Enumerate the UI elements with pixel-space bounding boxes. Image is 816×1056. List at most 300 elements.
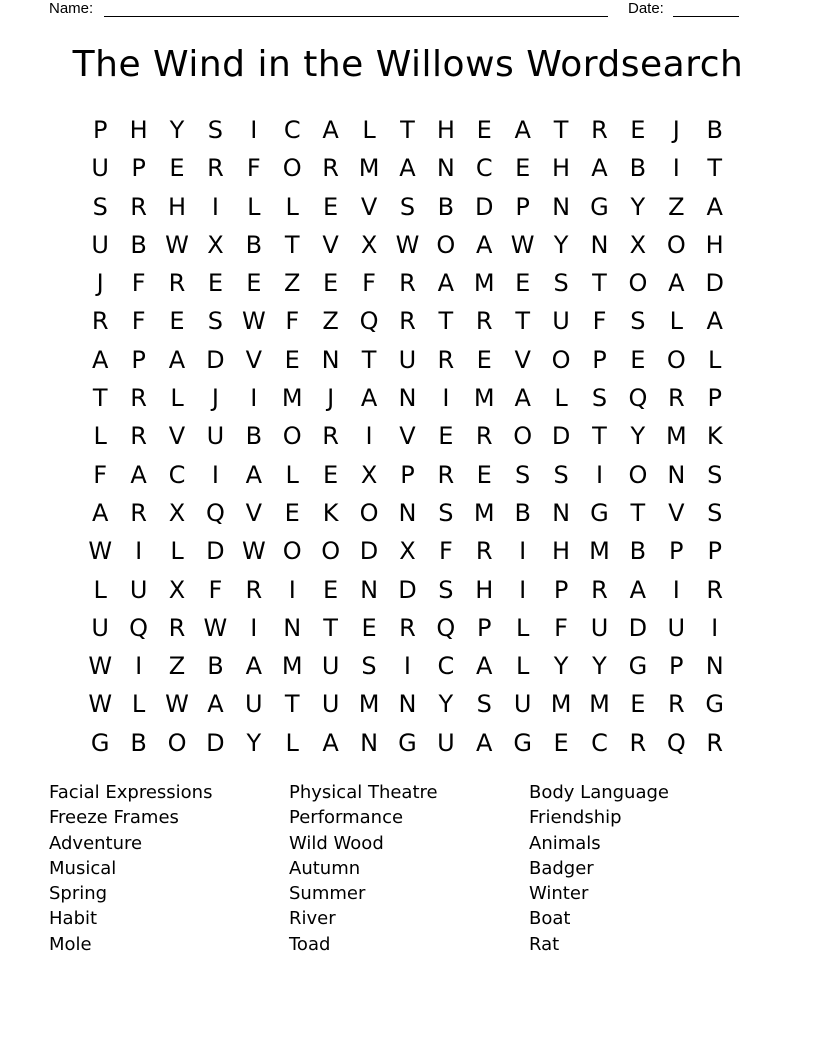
grid-letter: I [442, 384, 450, 413]
grid-letter: J [672, 116, 680, 144]
grid-letter: R [322, 154, 339, 183]
grid-row [81, 685, 734, 723]
grid-row [81, 302, 734, 340]
grid-letter: E [323, 192, 339, 221]
grid-letter: P [131, 154, 146, 183]
grid-letter: A [476, 728, 493, 757]
grid-letter: Z [168, 652, 186, 681]
grid-letter: M [281, 652, 303, 681]
grid-letter: F [285, 307, 300, 336]
grid-letter: U [206, 422, 225, 451]
grid-letter: U [398, 345, 417, 374]
grid-letter: A [245, 460, 263, 489]
grid-letter: O [167, 728, 187, 757]
grid-letter: E [476, 460, 492, 489]
grid-letter: O [321, 537, 341, 566]
word-list-item: Autumn [289, 857, 361, 879]
grid-letter: A [706, 307, 723, 336]
grid-letter: S [630, 307, 646, 336]
grid-letter: M [281, 384, 303, 413]
grid-letter: A [322, 116, 339, 144]
grid-letter: N [360, 575, 379, 604]
grid-letter: S [553, 460, 569, 489]
grid-row [81, 724, 734, 762]
grid-letter: Q [436, 613, 456, 642]
grid-letter: G [90, 728, 110, 757]
grid-letter: N [552, 192, 571, 221]
grid-row [81, 226, 734, 264]
grid-letter: Y [246, 728, 262, 757]
grid-row [81, 149, 734, 187]
grid-letter: N [398, 384, 417, 413]
grid-letter: R [130, 422, 147, 451]
grid-letter: A [514, 384, 531, 413]
grid-letter: E [207, 269, 223, 298]
grid-letter: S [707, 460, 723, 489]
grid-letter: X [168, 575, 186, 604]
grid-letter: M [358, 690, 380, 719]
grid-letter: P [131, 345, 146, 374]
grid-row [81, 571, 734, 609]
grid-letter: V [168, 422, 186, 451]
grid-letter: S [476, 690, 492, 719]
grid-letter: O [282, 537, 302, 566]
grid-letter: T [323, 613, 338, 642]
grid-letter: B [514, 498, 531, 527]
grid-letter: I [250, 613, 258, 642]
grid-letter: L [93, 422, 107, 451]
grid-letter: L [515, 652, 530, 681]
grid-letter: G [628, 652, 648, 681]
grid-letter: R [168, 613, 186, 642]
grid-letter: E [169, 154, 185, 183]
page-title: The Wind in the Willows Wordsearch [72, 44, 744, 85]
grid-letter: Z [322, 307, 339, 336]
grid-letter: I [672, 154, 680, 183]
grid-letter: F [246, 154, 261, 183]
grid-letter: D [628, 613, 648, 642]
grid-letter: S [438, 575, 454, 604]
grid-letter: I [250, 384, 258, 413]
grid-letter: D [551, 422, 571, 451]
grid-letter: L [515, 613, 530, 642]
grid-letter: E [553, 728, 569, 757]
grid-letter: B [245, 422, 263, 451]
date-label: Date: [628, 0, 664, 17]
word-list-item: Badger [529, 857, 594, 879]
grid-letter: Y [438, 690, 454, 719]
grid-letter: L [285, 460, 299, 489]
word-list-item: Musical [49, 857, 117, 879]
grid-letter: B [629, 154, 647, 183]
grid-letter: E [515, 154, 531, 183]
grid-letter: L [285, 192, 299, 221]
grid-letter: L [708, 345, 722, 374]
grid-letter: B [207, 652, 224, 681]
word-list-item: Habit [49, 908, 98, 930]
grid-letter: F [554, 613, 568, 642]
grid-letter: R [706, 728, 724, 757]
grid-letter: I [595, 460, 604, 489]
grid-letter: M [665, 422, 687, 451]
grid-letter: U [552, 307, 570, 336]
grid-letter: M [358, 154, 380, 183]
grid-letter: L [362, 116, 376, 144]
grid-letter: P [477, 613, 492, 642]
grid-letter: T [592, 422, 607, 451]
grid-letter: B [130, 728, 147, 757]
grid-letter: E [630, 345, 646, 374]
grid-letter: N [667, 460, 686, 489]
grid-letter: C [475, 154, 493, 183]
grid-letter: S [399, 192, 416, 221]
grid-letter: Y [553, 230, 569, 259]
grid-letter: G [513, 728, 532, 757]
grid-letter: B [706, 116, 723, 144]
word-list-item: Physical Theatre [289, 782, 438, 803]
grid-letter: S [438, 498, 454, 527]
word-list-item: Performance [289, 807, 404, 829]
grid-letter: U [590, 613, 609, 642]
grid-letter: N [283, 613, 302, 642]
grid-letter: U [321, 652, 340, 681]
grid-letter: F [131, 269, 146, 298]
word-list-item: Animals [529, 832, 601, 854]
grid-letter: W [88, 690, 113, 719]
grid-letter: W [241, 307, 266, 336]
grid-letter: L [247, 192, 261, 221]
grid-letter: U [91, 154, 109, 183]
grid-letter: H [705, 230, 724, 259]
grid-letter: V [399, 422, 416, 451]
word-list-item: Spring [49, 883, 108, 905]
grid-row [81, 417, 734, 455]
grid-letter: U [91, 230, 109, 259]
grid-letter: X [360, 230, 378, 259]
grid-row [81, 494, 734, 532]
grid-letter: E [515, 269, 531, 298]
word-list-item: Summer [289, 883, 366, 905]
grid-letter: N [360, 728, 379, 757]
grid-letter: M [550, 690, 572, 719]
word-list-item: Boat [529, 908, 571, 930]
grid-letter: R [437, 460, 455, 489]
grid-letter: I [672, 575, 680, 604]
grid-letter: I [519, 575, 527, 604]
grid-letter: E [438, 422, 454, 451]
grid-letter: M [473, 498, 495, 527]
grid-letter: R [591, 575, 608, 604]
grid-letter: L [554, 384, 568, 413]
grid-letter: Q [359, 307, 379, 336]
grid-letter: N [590, 230, 609, 259]
grid-letter: I [211, 460, 219, 489]
grid-letter: N [398, 498, 417, 527]
grid-letter: T [515, 307, 530, 336]
word-list-item: Winter [529, 883, 589, 905]
grid-letter: I [250, 116, 258, 144]
grid-letter: Y [592, 652, 607, 681]
grid-letter: E [246, 269, 262, 298]
grid-letter: Q [666, 728, 686, 757]
grid-letter: U [667, 613, 686, 642]
grid-letter: A [437, 269, 455, 298]
grid-letter: E [323, 460, 339, 489]
grid-letter: S [591, 384, 608, 413]
grid-letter: R [130, 192, 147, 221]
grid-letter: R [475, 307, 493, 336]
grid-letter: V [668, 498, 685, 527]
grid-letter: T [361, 345, 377, 374]
grid-letter: K [322, 498, 339, 527]
word-list-item: Adventure [49, 832, 143, 854]
grid-letter: F [592, 307, 607, 336]
grid-letter: E [476, 345, 492, 374]
grid-letter: H [436, 116, 455, 144]
grid-letter: T [553, 116, 569, 144]
grid-letter: X [168, 498, 186, 527]
word-list-item: Wild Wood [289, 832, 384, 854]
grid-letter: E [169, 307, 185, 336]
grid-letter: O [666, 230, 686, 259]
grid-letter: E [361, 613, 377, 642]
letter-grid [81, 111, 734, 762]
grid-letter: Y [630, 192, 646, 221]
grid-letter: Y [169, 116, 185, 144]
grid-letter: W [88, 652, 113, 681]
grid-letter: S [707, 498, 723, 527]
grid-letter: R [91, 307, 109, 336]
grid-letter: A [245, 652, 263, 681]
grid-letter: P [707, 537, 722, 566]
grid-letter: A [668, 269, 685, 298]
grid-letter: I [288, 575, 296, 604]
grid-letter: C [591, 728, 608, 757]
grid-letter: A [322, 728, 339, 757]
grid-letter: U [91, 613, 109, 642]
grid-letter: M [473, 269, 495, 298]
grid-letter: X [399, 537, 416, 566]
grid-letter: R [475, 422, 493, 451]
grid-row [81, 379, 734, 417]
grid-letter: S [515, 460, 531, 489]
grid-letter: R [667, 384, 685, 413]
grid-letter: W [241, 537, 266, 566]
grid-letter: P [400, 460, 415, 489]
grid-letter: U [437, 728, 455, 757]
grid-letter: E [284, 345, 300, 374]
grid-letter: L [93, 575, 107, 604]
grid-letter: A [360, 384, 378, 413]
grid-letter: J [211, 384, 219, 413]
word-list-item: Freeze Frames [49, 807, 179, 829]
grid-letter: R [207, 154, 224, 183]
word-list-item: Body Language [529, 782, 669, 803]
grid-letter: A [514, 116, 531, 144]
grid-letter: G [398, 728, 417, 757]
grid-letter: M [473, 384, 495, 413]
grid-letter: H [129, 116, 148, 144]
grid-letter: J [327, 384, 335, 413]
grid-letter: R [130, 498, 147, 527]
grid-letter: E [630, 116, 646, 144]
grid-letter: A [629, 575, 647, 604]
grid-letter: D [206, 345, 225, 374]
grid-letter: T [284, 690, 300, 719]
grid-letter: O [436, 230, 456, 259]
grid-letter: T [707, 154, 723, 183]
grid-letter: P [707, 384, 722, 413]
grid-letter: T [92, 384, 108, 413]
name-label: Name: [49, 0, 94, 17]
grid-letter: Z [284, 269, 301, 298]
grid-letter: P [592, 345, 607, 374]
grid-letter: T [438, 307, 454, 336]
grid-letter: P [92, 116, 108, 144]
grid-letter: N [436, 154, 455, 183]
grid-letter: Q [205, 498, 225, 527]
grid-letter: T [592, 269, 607, 298]
grid-letter: D [475, 192, 494, 221]
word-list-column-1 [49, 780, 212, 957]
grid-letter: O [359, 498, 379, 527]
grid-letter: A [476, 652, 493, 681]
grid-letter: W [165, 690, 189, 719]
grid-letter: G [590, 192, 609, 221]
word-list-item: Toad [289, 933, 331, 955]
word-list-item: River [289, 908, 336, 930]
grid-letter: I [403, 652, 411, 681]
grid-letter: R [591, 116, 608, 144]
grid-letter: P [515, 192, 530, 221]
grid-letter: H [552, 537, 571, 566]
grid-letter: S [92, 192, 108, 221]
grid-letter: U [321, 690, 340, 719]
grid-letter: R [399, 269, 416, 298]
grid-letter: V [514, 345, 531, 374]
grid-letter: N [552, 498, 571, 527]
grid-letter: P [669, 537, 684, 566]
grid-letter: X [360, 460, 378, 489]
grid-letter: D [359, 537, 379, 566]
grid-letter: B [629, 537, 647, 566]
grid-letter: E [323, 575, 339, 604]
grid-letter: C [283, 116, 301, 144]
grid-letter: V [245, 498, 263, 527]
grid-letter: E [323, 269, 339, 298]
grid-letter: I [365, 422, 373, 451]
grid-letter: M [589, 690, 610, 719]
grid-letter: I [519, 537, 527, 566]
grid-letter: D [206, 728, 225, 757]
grid-letter: L [170, 537, 184, 566]
grid-letter: O [628, 460, 648, 489]
grid-row [81, 264, 734, 302]
grid-letter: Q [129, 613, 149, 642]
grid-letter: T [630, 498, 646, 527]
grid-letter: T [400, 116, 415, 144]
grid-letter: X [629, 230, 647, 259]
date-blank-line [673, 16, 739, 17]
grid-letter: R [245, 575, 263, 604]
grid-letter: Z [668, 192, 685, 221]
grid-letter: A [399, 154, 416, 183]
grid-letter: E [476, 116, 492, 144]
grid-letter: S [207, 307, 224, 336]
word-list-column-3 [529, 780, 669, 957]
grid-letter: W [88, 537, 113, 566]
grid-letter: E [630, 690, 646, 719]
grid-letter: D [206, 537, 225, 566]
grid-letter: U [245, 690, 263, 719]
grid-row [81, 609, 734, 647]
grid-row [81, 111, 734, 149]
word-list-item: Facial Expressions [49, 782, 213, 803]
grid-letter: W [395, 230, 420, 259]
grid-letter: L [285, 728, 299, 757]
grid-letter: S [207, 116, 224, 144]
grid-letter: R [399, 307, 416, 336]
grid-row [81, 647, 734, 685]
grid-letter: O [282, 422, 302, 451]
grid-letter: V [360, 192, 378, 221]
grid-letter: A [168, 345, 186, 374]
grid-letter: A [476, 230, 493, 259]
grid-letter: R [437, 345, 455, 374]
grid-letter: A [207, 690, 224, 719]
grid-letter: O [551, 345, 571, 374]
word-list-item: Mole [49, 933, 92, 955]
grid-letter: W [203, 613, 228, 642]
grid-letter: R [322, 422, 339, 451]
grid-letter: C [437, 652, 455, 681]
grid-letter: M [589, 537, 610, 566]
grid-letter: B [245, 230, 263, 259]
grid-letter: F [438, 537, 453, 566]
grid-letter: O [628, 269, 648, 298]
grid-letter: O [282, 154, 302, 183]
grid-letter: H [167, 192, 187, 221]
grid-letter: X [207, 230, 224, 259]
grid-letter: R [130, 384, 147, 413]
grid-letter: B [130, 230, 147, 259]
grid-letter: R [629, 728, 647, 757]
grid-letter: O [513, 422, 533, 451]
grid-letter: N [705, 652, 724, 681]
grid-letter: I [135, 652, 143, 681]
grid-letter: D [398, 575, 417, 604]
grid-letter: Q [628, 384, 648, 413]
grid-letter: A [91, 498, 109, 527]
grid-letter: G [590, 498, 609, 527]
grid-letter: N [398, 690, 417, 719]
grid-row [81, 532, 734, 570]
grid-letter: S [361, 652, 377, 681]
grid-letter: F [93, 460, 108, 489]
grid-letter: N [321, 345, 340, 374]
grid-letter: A [706, 192, 723, 221]
grid-letter: Y [553, 652, 569, 681]
grid-row [81, 341, 734, 379]
grid-letter: I [711, 613, 719, 642]
worksheet-header [0, 0, 816, 22]
grid-letter: U [513, 690, 532, 719]
grid-letter: A [591, 154, 608, 183]
grid-letter: R [706, 575, 724, 604]
grid-letter: R [399, 613, 416, 642]
grid-letter: D [705, 269, 724, 298]
grid-letter: E [284, 498, 300, 527]
